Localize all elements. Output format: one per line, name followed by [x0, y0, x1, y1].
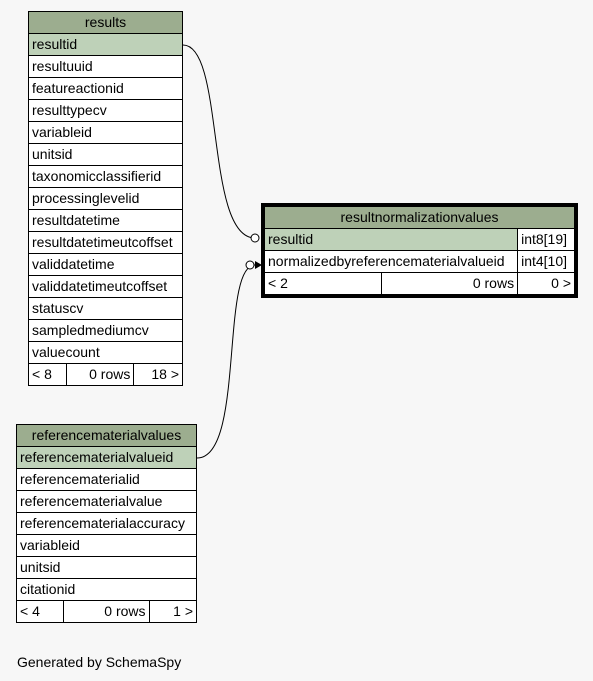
relation-referencematerialvalues-to-resultnormalizationvalues [197, 265, 255, 458]
column-taxonomicclassifierid[interactable]: taxonomicclassifierid [29, 166, 183, 188]
table-header-results[interactable]: results [29, 12, 183, 34]
relation-end-circle-resultid [251, 234, 259, 242]
table-header-resultnormalizationvalues[interactable]: resultnormalizationvalues [265, 207, 575, 229]
footer-row-count: 0 rows [382, 273, 518, 295]
column-referencematerialid[interactable]: referencematerialid [17, 469, 197, 491]
column-statuscv[interactable]: statuscv [29, 298, 183, 320]
generated-by-text: Generated by SchemaSpy [17, 654, 182, 670]
column-unitsid[interactable]: unitsid [17, 557, 197, 579]
footer-children-count[interactable]: 0 > [518, 273, 575, 295]
column-resulttypecv[interactable]: resulttypecv [29, 100, 183, 122]
column-type-resultid: int8[19] [518, 229, 575, 251]
footer-children-count[interactable]: 18 > [134, 364, 183, 386]
column-normalizedbyreferencematerialvalueid[interactable]: normalizedbyreferencematerialvalueid [265, 251, 518, 273]
relation-end-circle-normalized [246, 261, 254, 269]
column-resultid[interactable]: resultid [29, 34, 183, 56]
column-processinglevelid[interactable]: processinglevelid [29, 188, 183, 210]
column-resultdatetime[interactable]: resultdatetime [29, 210, 183, 232]
table-results[interactable] [28, 11, 183, 386]
footer-parents-count[interactable]: < 8 [29, 364, 67, 386]
relation-arrowhead [255, 261, 262, 269]
relation-results-to-resultnormalizationvalues [183, 45, 255, 238]
column-resultid[interactable]: resultid [265, 229, 518, 251]
column-referencematerialvalueid[interactable]: referencematerialvalueid [17, 447, 197, 469]
column-referencematerialaccuracy[interactable]: referencematerialaccuracy [17, 513, 197, 535]
column-unitsid[interactable]: unitsid [29, 144, 183, 166]
footer-parents-count[interactable]: < 4 [17, 601, 64, 623]
column-resultuuid[interactable]: resultuuid [29, 56, 183, 78]
column-valuecount[interactable]: valuecount [29, 342, 183, 364]
table-header-referencematerialvalues[interactable]: referencematerialvalues [17, 425, 197, 447]
column-variableid[interactable]: variableid [17, 535, 197, 557]
column-validdatetimeutcoffset[interactable]: validdatetimeutcoffset [29, 276, 183, 298]
footer-parents-count[interactable]: < 2 [265, 273, 382, 295]
table-resultnormalizationvalues[interactable] [264, 206, 575, 295]
column-type-normalized: int4[10] [518, 251, 575, 273]
footer-children-count[interactable]: 1 > [149, 601, 196, 623]
column-resultdatetimeutcoffset[interactable]: resultdatetimeutcoffset [29, 232, 183, 254]
column-validdatetime[interactable]: validdatetime [29, 254, 183, 276]
table-referencematerialvalues[interactable] [16, 424, 197, 623]
footer-row-count: 0 rows [64, 601, 149, 623]
column-variableid[interactable]: variableid [29, 122, 183, 144]
column-sampledmediumcv[interactable]: sampledmediumcv [29, 320, 183, 342]
column-citationid[interactable]: citationid [17, 579, 197, 601]
column-featureactionid[interactable]: featureactionid [29, 78, 183, 100]
footer-row-count: 0 rows [66, 364, 134, 386]
column-referencematerialvalue[interactable]: referencematerialvalue [17, 491, 197, 513]
